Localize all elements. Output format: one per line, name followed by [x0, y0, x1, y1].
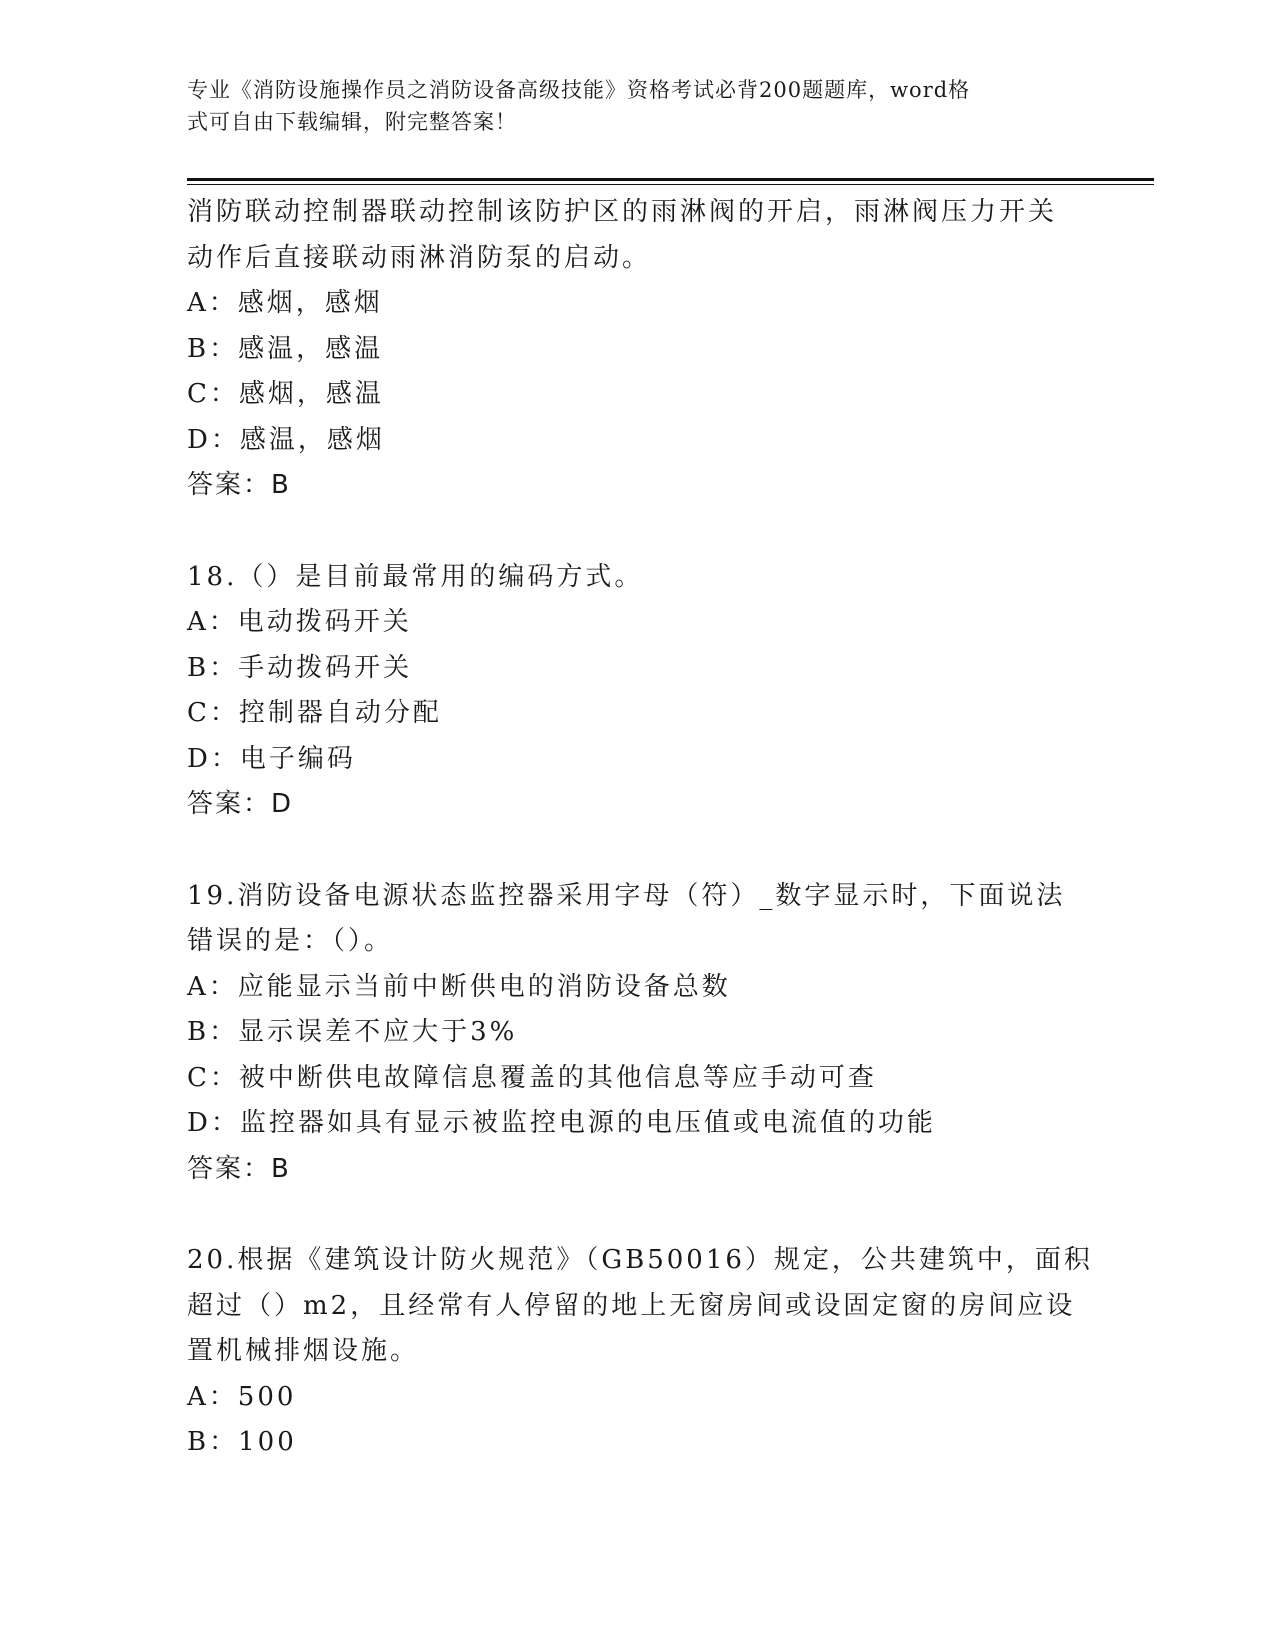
answer: 答案：D [187, 789, 294, 819]
option-b: B：手动拨码开关 [187, 652, 413, 683]
option-b: B：显示误差不应大于3% [187, 1017, 518, 1047]
option-a: A：500 [187, 1381, 297, 1412]
option-d: D：监控器如具有显示被监控电源的电压值或电流值的功能 [187, 1108, 936, 1138]
option-d: D：感温，感烟 [187, 424, 385, 455]
question-stem: 消防联动控制器联动控制该防护区的雨淋阀的开启，雨淋阀压力开关 [187, 197, 1058, 227]
question-18 [187, 555, 1067, 828]
question-stem: 18.（）是目前最常用的编码方式。 [187, 561, 644, 592]
question-stem: 超过（）m2，且经常有人停留的地上无窗房间或设固定窗的房间应设 [187, 1290, 1076, 1321]
question-stem: 20.根据《建筑设计防火规范》（GB50016）规定，公共建筑中，面积 [187, 1245, 1093, 1275]
question-stem: 错误的是：（）。 [187, 926, 394, 956]
question-stem: 置机械排烟设施。 [187, 1336, 420, 1366]
header-divider-thin [187, 184, 1154, 185]
question-19 [187, 874, 1067, 1193]
option-a: A：应能显示当前中断供电的消防设备总数 [187, 971, 731, 1002]
option-c: C：感烟，感温 [187, 379, 384, 409]
option-a: A：感烟，感烟 [187, 288, 383, 318]
document-header [187, 74, 1067, 138]
spacer [187, 1192, 1067, 1238]
header-title-line-1: 专业《消防设施操作员之消防设备高级技能》资格考试必背200题题库，word格 [187, 78, 971, 102]
option-c: C：控制器自动分配 [187, 698, 442, 728]
question-stem: 动作后直接联动雨淋消防泵的启动。 [187, 242, 652, 273]
header-title-line-2: 式可自由下载编辑，附完整答案！ [187, 110, 517, 134]
answer: 答案：B [187, 1153, 291, 1184]
spacer [187, 828, 1067, 874]
header-divider-thick [187, 178, 1154, 181]
option-c: C：被中断供电故障信息覆盖的其他信息等应手动可查 [187, 1062, 877, 1093]
question-stem: 19.消防设备电源状态监控器采用字母（符）_数字显示时，下面说法 [187, 880, 1066, 911]
spacer [187, 509, 1067, 555]
option-d: D：电子编码 [187, 743, 356, 774]
question-20 [187, 1238, 1093, 1466]
question-list [187, 190, 1093, 1466]
question-17 [187, 190, 1067, 509]
option-b: B：感温，感温 [187, 333, 384, 364]
answer: 答案：B [187, 470, 291, 500]
option-b: B：100 [187, 1427, 297, 1457]
option-a: A：电动拨码开关 [187, 607, 412, 637]
